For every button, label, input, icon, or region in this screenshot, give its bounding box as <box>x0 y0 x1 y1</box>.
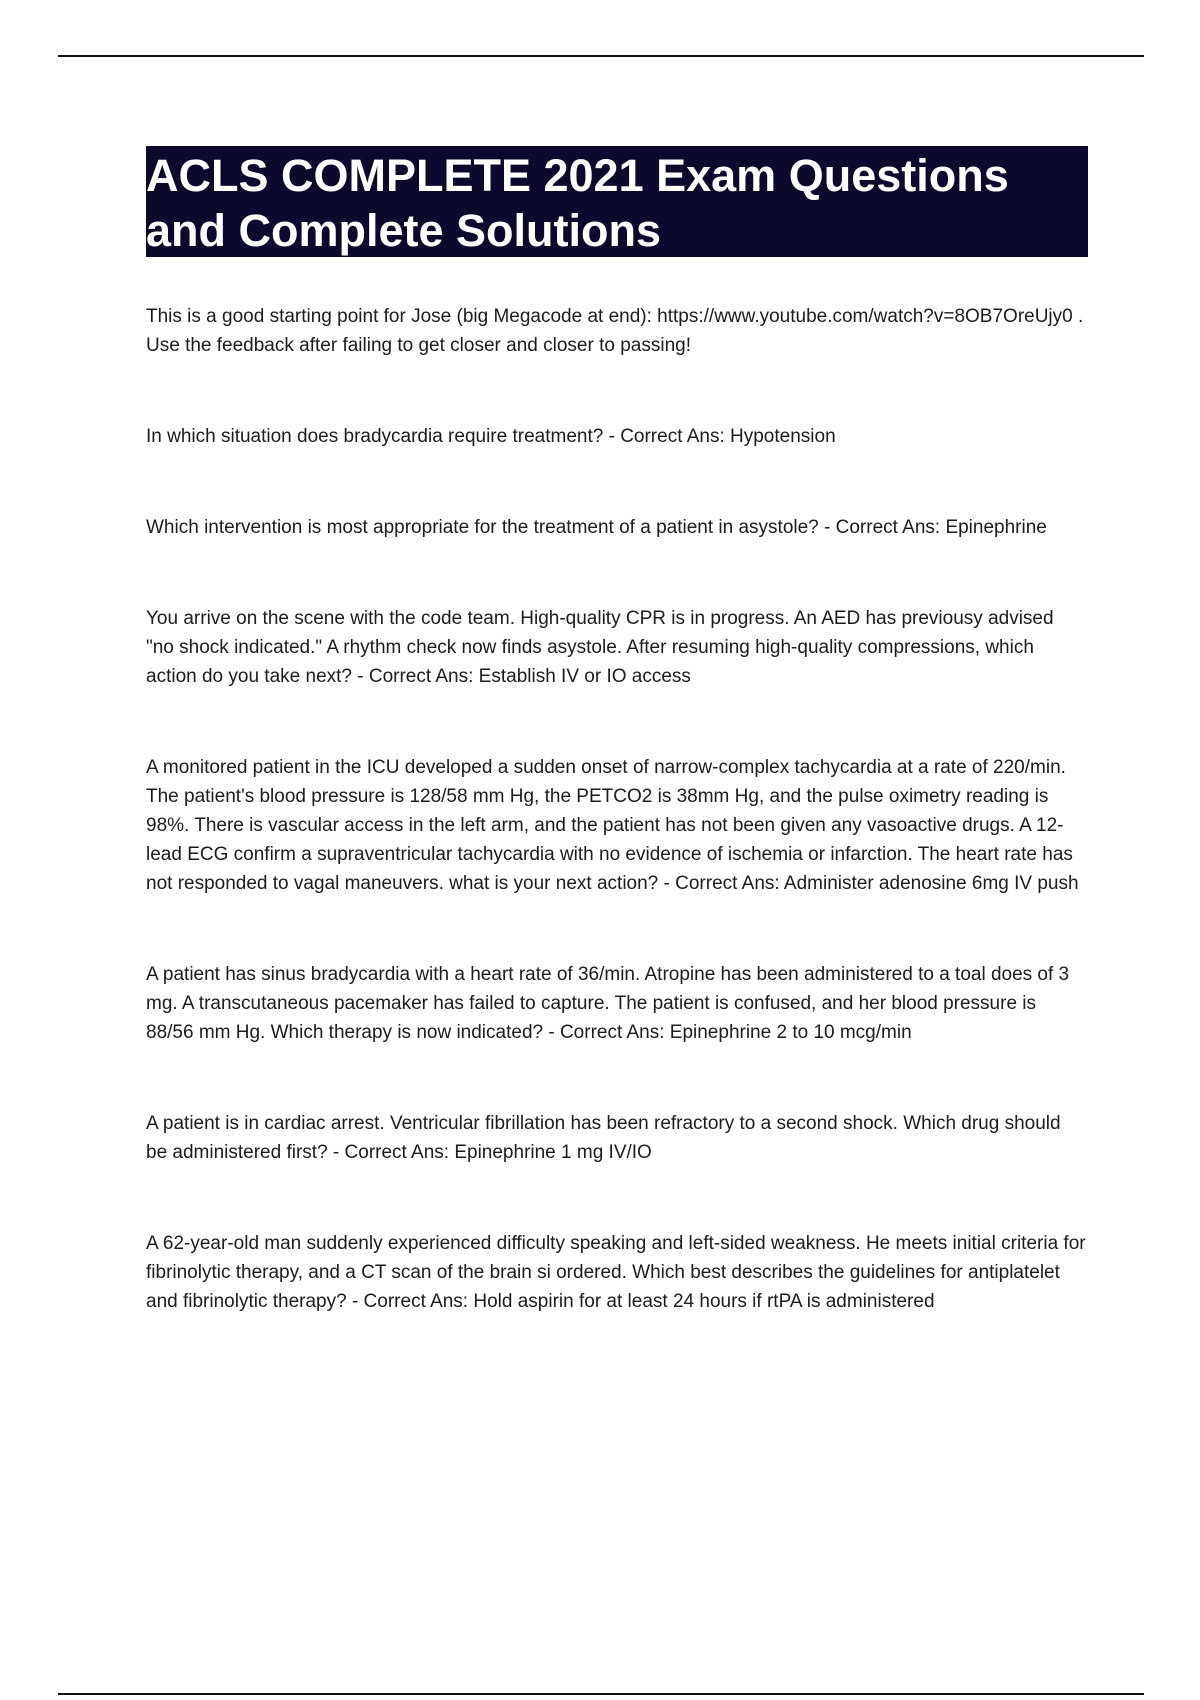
qa-item: A patient has sinus bradycardia with a heart rate of 36/min. Atropine has been administered to a toal does of 3 mg. A transcutaneous pacemaker has failed to capture. The patient is confused, and her blood pressure is 88/56 mm Hg. Which therapy is now indicated? - Correct Ans: Epinephrine 2 to 10 mcg/min <box>146 964 1070 1043</box>
document-title-banner <box>146 146 1088 257</box>
intro-paragraph: This is a good starting point for Jose (big Megacode at end): https://www.youtube.com/watch?v=8OB7OreUjy0 . Use the feedback after failing to get closer and closer to passing! <box>146 306 1084 356</box>
qa-item: Which intervention is most appropriate for the treatment of a patient in asystole? - Correct Ans: Epinephrine <box>146 517 1047 538</box>
qa-item: A monitored patient in the ICU developed a sudden onset of narrow-complex tachycardia at a rate of 220/min. The patient's blood pressure is 128/58 mm Hg, the PETCO2 is 38mm Hg, and the pulse oximetry reading is 98%. There is vascular access in the left arm, and the patient has not been given any vasoactive drugs. A 12-lead ECG confirm a supraventricular tachycardia with no evidence of ischemia or infarction. The heart rate has not responded to vagal maneuvers. what is your next action? - Correct Ans: Administer adenosine 6mg IV push <box>146 757 1079 894</box>
document-title-line-1: ACLS COMPLETE 2021 Exam Questions <box>146 150 1009 201</box>
qa-item: A patient is in cardiac arrest. Ventricular fibrillation has been refractory to a second shock. Which drug should be administered first? - Correct Ans: Epinephrine 1 mg IV/IO <box>146 1113 1061 1163</box>
qa-item: A 62-year-old man suddenly experienced difficulty speaking and left-sided weakness. He meets initial criteria for fibrinolytic therapy, and a CT scan of the brain si ordered. Which best describes the guidelines for antiplatelet and fibrinolytic therapy? - Correct Ans: Hold aspirin for at least 24 hours if rtPA is administered <box>146 1233 1086 1312</box>
top-divider <box>58 55 1144 57</box>
bottom-divider <box>58 1693 1144 1695</box>
qa-item: In which situation does bradycardia require treatment? - Correct Ans: Hypotension <box>146 426 836 447</box>
qa-item: You arrive on the scene with the code team. High-quality CPR is in progress. An AED has previousy advised "no shock indicated." A rhythm check now finds asystole. After resuming high-quality compressions, which action do you take next? - Correct Ans: Establish IV or IO access <box>146 608 1054 687</box>
document-body <box>146 302 1086 1378</box>
document-title-line-2: and Complete Solutions <box>146 205 662 256</box>
